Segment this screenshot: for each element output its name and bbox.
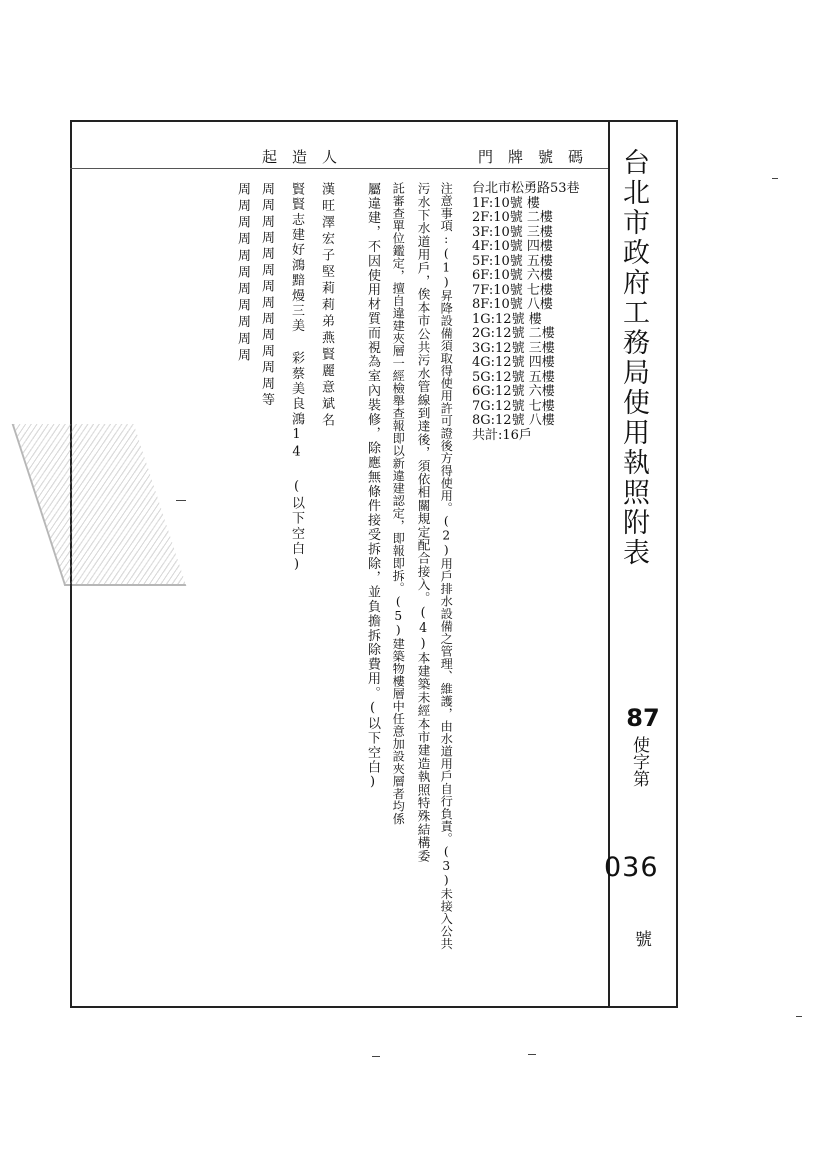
note-column-2: 污水下水道用戶，俟本市公共污水管線到達後，須依相關規定配合接入。(4)本建築未經本市建造執照特殊結構委	[415, 182, 431, 863]
address-header: 門牌號碼	[478, 148, 599, 166]
list-item: 2F:10號 二樓	[472, 210, 553, 225]
address-list	[472, 182, 602, 443]
note-column-4: 屬違建，不因使用材質而視為室內裝修，除應無條件接受拆除，並負擔拆除費用。(以下空白)	[365, 182, 380, 791]
list-item: 4G:12號 四樓	[472, 355, 555, 370]
list-item: 8F:10號 八樓	[472, 297, 553, 312]
note-column-3: 託審查單位鑑定，擅自違建夾層一經檢舉查報即以新違建認定，即報即拆。(5)建築物樓層中任意加設夾層者均係	[391, 182, 406, 825]
scan-mark	[176, 500, 186, 501]
address-total: 共計:16戶	[472, 427, 532, 443]
list-item: 6F:10號 六樓	[472, 268, 553, 283]
license-prefix: 使字第	[629, 736, 649, 787]
owner-column-3: 周周周周周周周周周周周周周等	[259, 182, 274, 409]
license-number: 036	[604, 852, 659, 883]
header-divider	[70, 168, 608, 169]
list-item: 6G:12號 六樓	[472, 384, 555, 399]
address-street: 台北市松勇路53巷	[472, 181, 580, 196]
list-item: 7G:12號 七樓	[472, 398, 555, 414]
scan-mark	[772, 178, 778, 179]
list-item: 1G:12號 樓	[472, 311, 542, 327]
owner-column-1: 漢旺澤宏子堅莉莉弟燕賢麗意斌名	[319, 182, 334, 430]
license-suffix: 號	[631, 930, 651, 947]
list-item: 3F:10號 三樓	[472, 224, 553, 240]
scan-mark	[796, 1016, 802, 1017]
owner-column-4: 周周周周周周周周周周周	[235, 182, 250, 365]
list-item: 3G:12號 三樓	[472, 340, 555, 356]
license-year: 87	[626, 704, 660, 732]
list-item: 4F:10號 四樓	[472, 239, 553, 254]
list-item: 2G:12號 二樓	[472, 326, 555, 341]
note-column-1: 注意事項:(1)昇降設備須取得使用許可證後方得使用。(2)用戶排水設備之管理、維護，由水道用戶自行負責。(3)未接入公共	[439, 182, 454, 950]
owner-header: 起造人	[262, 148, 353, 166]
scan-mark	[528, 1054, 536, 1055]
scan-mark	[372, 1056, 380, 1057]
list-item: 5F:10號 五樓	[472, 253, 553, 269]
list-item: 1F:10號 樓	[472, 195, 540, 211]
list-item: 8G:12號 八樓	[472, 413, 555, 428]
list-item: 5G:12號 五樓	[472, 369, 555, 385]
owner-column-2: 賢賢志建好鴻黯熳三美 彩蔡美良鴻14 (以下空白)	[289, 182, 304, 574]
document-title: 台北市政府工務局使用執照附表	[618, 148, 649, 568]
list-item: 7F:10號 七樓	[472, 282, 553, 298]
